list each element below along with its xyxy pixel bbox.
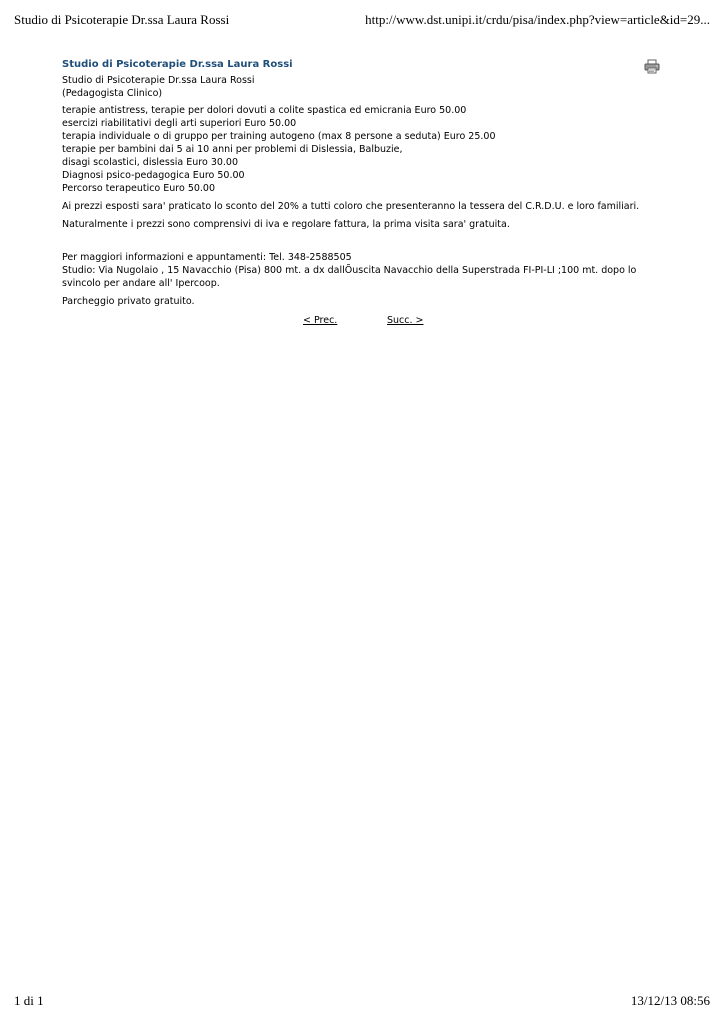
print-header-url: http://www.dst.unipi.it/crdu/pisa/index.php?view=article&id=29... [365,12,710,27]
print-timestamp: 13/12/13 08:56 [630,993,710,1008]
contact-block [62,251,664,290]
intro-block [62,74,664,100]
page-count: 1 di 1 [14,993,44,1008]
service-item: disagi scolastici, dislessia Euro 30.00 [62,157,239,168]
intro-line: (Pedagogista Clinico) [62,88,163,99]
parking-note: Parcheggio privato gratuito. [62,296,195,307]
service-item: Percorso terapeutico Euro 50.00 [62,183,216,194]
discount-note: Ai prezzi esposti sara' praticato lo sconto del 20% a tutti coloro che presenteranno la tessera del C.R.D.U. e loro familiari. [62,201,640,212]
article [62,58,664,328]
print-footer [14,993,710,1011]
service-item: terapia individuale o di gruppo per training autogeno (max 8 persone a seduta) Euro 25.00 [62,131,496,142]
article-title: Studio di Psicoterapie Dr.ssa Laura Rossi [62,59,293,70]
services-list [62,104,664,195]
printer-icon[interactable] [644,59,660,74]
vat-note: Naturalmente i prezzi sono comprensivi di iva e regolare fattura, la prima visita sara' gratuita. [62,219,510,230]
next-link[interactable]: Succ. > [387,315,424,326]
intro-line: Studio di Psicoterapie Dr.ssa Laura Rossi [62,75,255,86]
prev-link[interactable]: < Prec. [303,315,338,326]
print-header-title: Studio di Psicoterapie Dr.ssa Laura Rossi [14,12,230,27]
pagination [62,314,664,328]
print-header [14,12,710,32]
service-item: terapie per bambini dai 5 ai 10 anni per problemi di Dislessia, Balbuzie, [62,144,403,155]
service-item: terapie antistress, terapie per dolori dovuti a colite spastica ed emicrania Euro 50.00 [62,105,467,116]
service-item: esercizi riabilitativi degli arti superiori Euro 50.00 [62,118,297,129]
service-item: Diagnosi psico-pedagogica Euro 50.00 [62,170,245,181]
contact-address: Studio: Via Nugolaio , 15 Navacchio (Pisa) 800 mt. a dx dallÕuscita Navacchio della Superstrada FI-PI-LI ;100 mt. dopo lo svincolo per andare all' Ipercoop. [62,265,637,289]
contact-phone: Per maggiori informazioni e appuntamenti: Tel. 348-2588505 [62,252,352,263]
